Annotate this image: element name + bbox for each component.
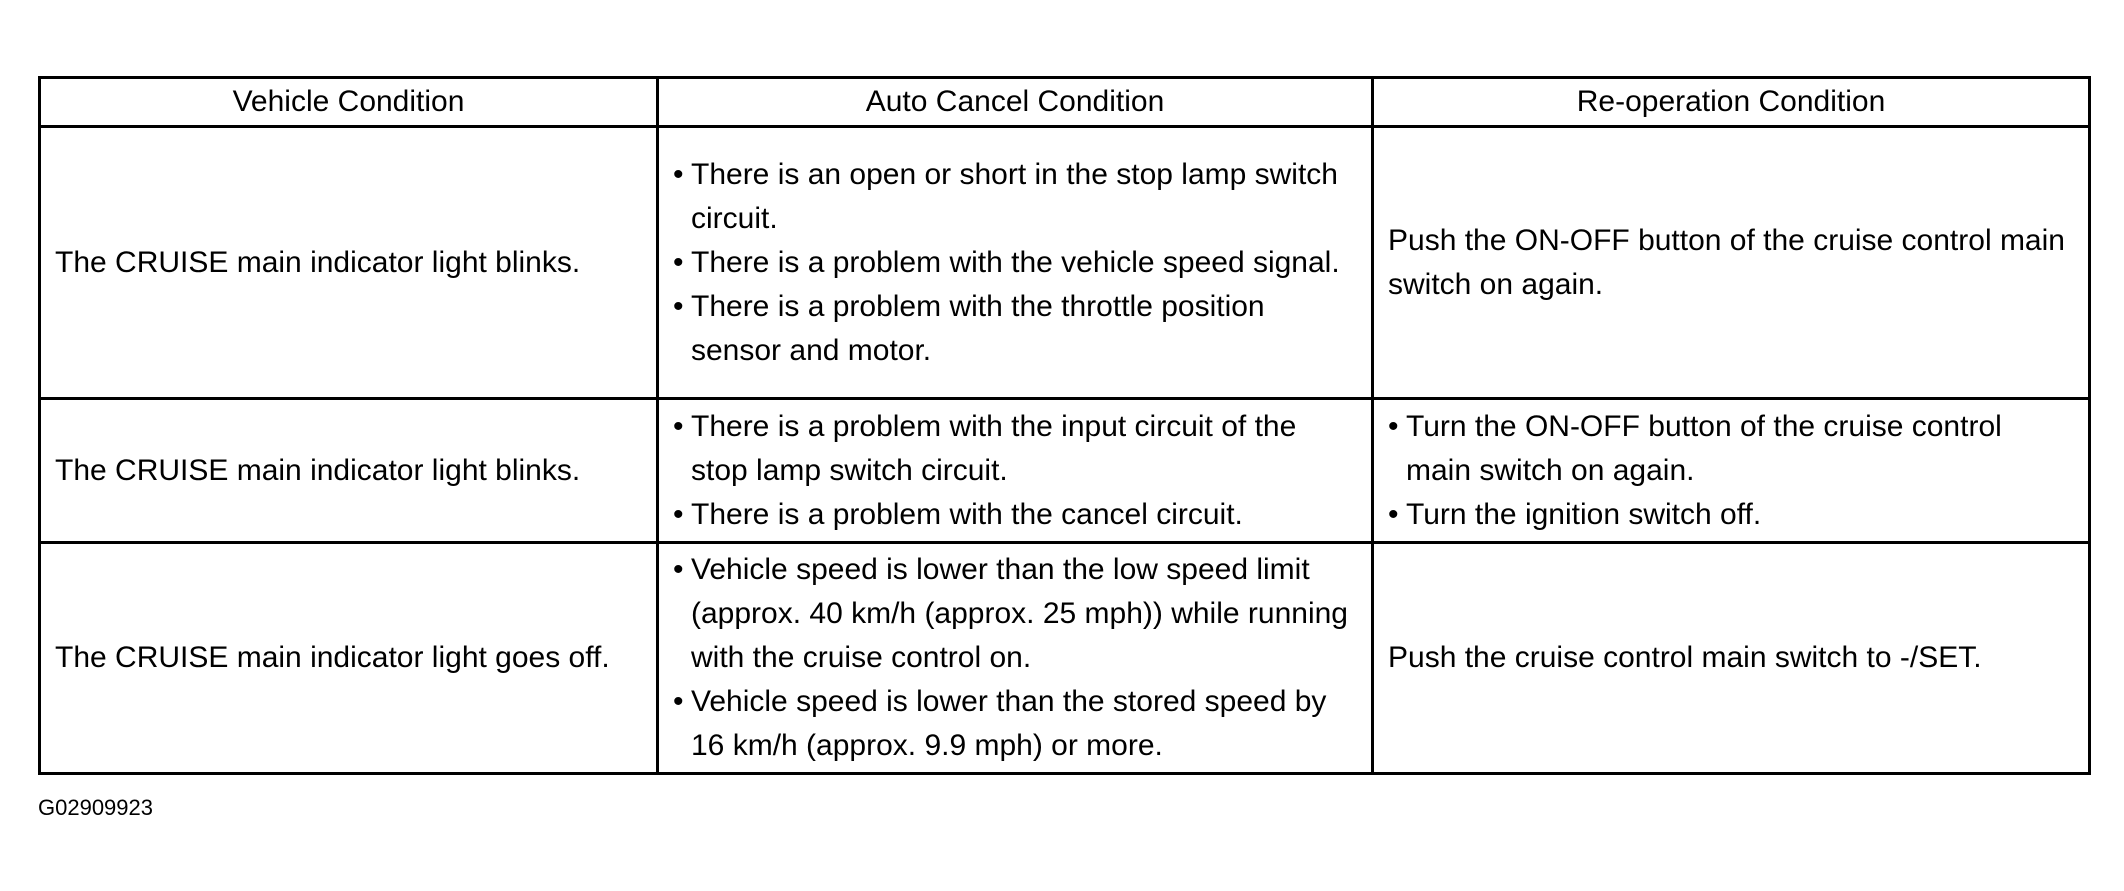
reoperation-list <box>1388 405 2074 537</box>
header-reoperation-condition: Re-operation Condition <box>1373 78 2090 127</box>
auto-cancel-cell <box>658 399 1373 543</box>
list-item: • Turn the ignition switch off. <box>1388 493 2074 537</box>
list-item: • There is an open or short in the stop lamp switch circuit. <box>673 153 1357 241</box>
table-row <box>40 543 2090 774</box>
list-item: • There is a problem with the input circuit of the stop lamp switch circuit. <box>673 405 1357 493</box>
table-row <box>40 127 2090 399</box>
list-item: • There is a problem with the vehicle speed signal. <box>673 241 1357 285</box>
auto-cancel-list <box>673 153 1357 373</box>
figure-code: G02909923 <box>38 795 153 820</box>
header-auto-cancel-condition: Auto Cancel Condition <box>658 78 1373 127</box>
table-row <box>40 399 2090 543</box>
auto-cancel-cell <box>658 127 1373 399</box>
vehicle-condition-cell: The CRUISE main indicator light goes off. <box>40 543 658 774</box>
list-item: • Turn the ON-OFF button of the cruise control main switch on again. <box>1388 405 2074 493</box>
reoperation-cell: Push the ON-OFF button of the cruise control main switch on again. <box>1373 127 2090 399</box>
reoperation-cell: Push the cruise control main switch to -/SET. <box>1373 543 2090 774</box>
reoperation-cell <box>1373 399 2090 543</box>
auto-cancel-list <box>673 548 1357 768</box>
auto-cancel-cell <box>658 543 1373 774</box>
vehicle-condition-cell: The CRUISE main indicator light blinks. <box>40 127 658 399</box>
list-item: • There is a problem with the cancel circuit. <box>673 493 1357 537</box>
cruise-cancel-conditions-table <box>38 76 2091 775</box>
header-vehicle-condition: Vehicle Condition <box>40 78 658 127</box>
vehicle-condition-cell: The CRUISE main indicator light blinks. <box>40 399 658 543</box>
auto-cancel-list <box>673 405 1357 537</box>
list-item: • Vehicle speed is lower than the low speed limit (approx. 40 km/h (approx. 25 mph)) while running with the cruise control on. <box>673 548 1357 680</box>
list-item: • There is a problem with the throttle position sensor and motor. <box>673 285 1357 373</box>
table-header-row <box>40 78 2090 127</box>
list-item: • Vehicle speed is lower than the stored speed by 16 km/h (approx. 9.9 mph) or more. <box>673 680 1357 768</box>
